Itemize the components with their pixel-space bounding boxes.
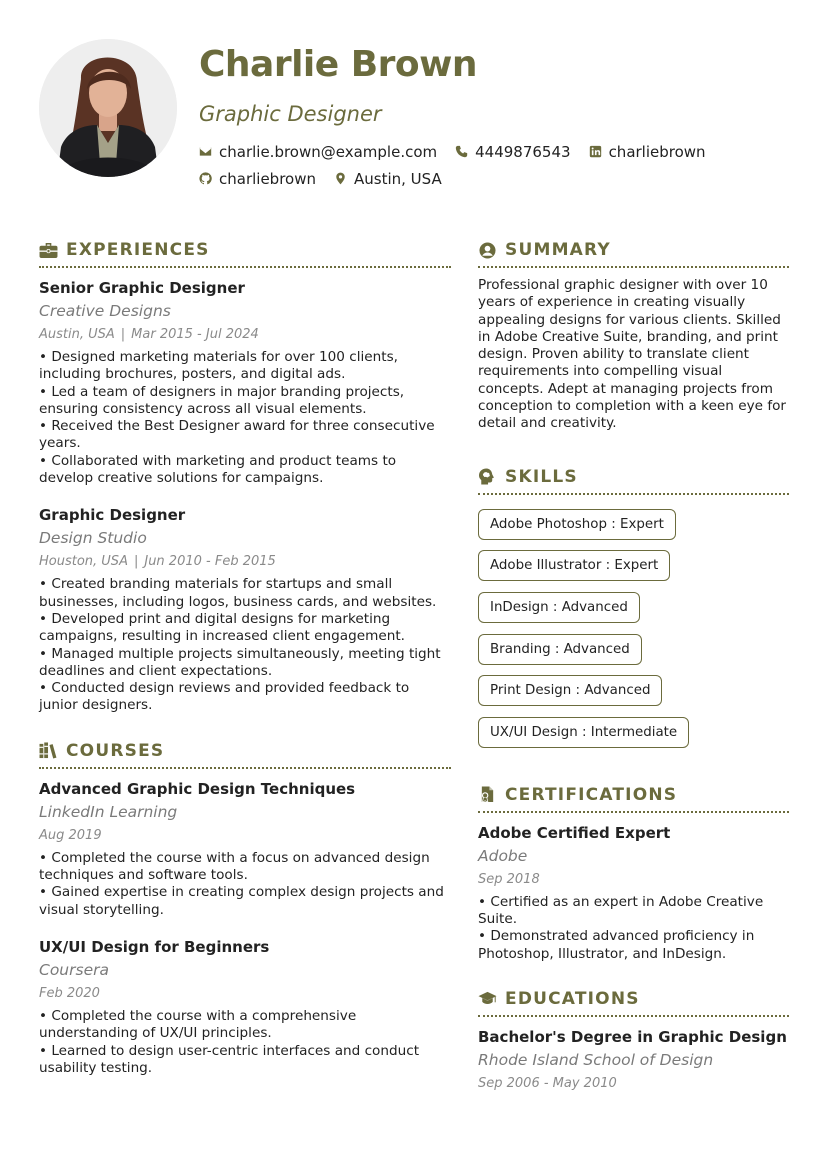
- bullet-item: • Learned to design user-centric interfaces and conduct usability testing.: [39, 1042, 420, 1076]
- brain-head-icon: [478, 468, 497, 485]
- candidate-name: Charlie Brown: [199, 44, 478, 85]
- experiences-section: [39, 236, 451, 715]
- job-meta: Houston, USA | Jun 2010 - Feb 2015: [39, 554, 276, 570]
- educations-section: [478, 985, 789, 1095]
- experience-entry: [39, 504, 451, 714]
- courses-section: [39, 737, 451, 1077]
- contact-linkedin[interactable]: [589, 143, 706, 161]
- experience-entry: [39, 277, 451, 487]
- bullet-item: • Collaborated with marketing and product teams to develop creative solutions for campaigns.: [39, 452, 397, 487]
- bullet-item: • Certified as an expert in Adobe Creative Suite.: [478, 893, 764, 928]
- bullet-item: • Conducted design reviews and provided feedback to junior designers.: [39, 680, 410, 714]
- course-date: Aug 2019: [39, 827, 102, 843]
- email-text: charlie.brown@example.com: [219, 142, 438, 161]
- course-bullets: [39, 850, 451, 919]
- course-provider: LinkedIn Learning: [39, 802, 178, 821]
- bullet-item: • Completed the course with a focus on advanced design techniques and software tools.: [39, 849, 430, 884]
- contact-info: [199, 138, 799, 192]
- contact-row: [199, 138, 799, 165]
- job-meta: Austin, USA | Mar 2015 - Jul 2024: [39, 327, 259, 342]
- educations-title: EDUCATIONS: [505, 988, 640, 1009]
- contact-location: [334, 170, 442, 188]
- certification-entry: [478, 822, 789, 963]
- certifications-title: CERTIFICATIONS: [505, 784, 678, 805]
- job-location: Austin, USA: [39, 327, 115, 342]
- right-column: [478, 236, 789, 1117]
- course-provider: Coursera: [39, 960, 109, 979]
- course-bullets: [39, 1008, 451, 1077]
- summary-section: [478, 236, 789, 433]
- company-name: Creative Designs: [39, 302, 171, 320]
- certifications-header: [478, 781, 789, 813]
- skill-tag: Print Design : Advanced: [478, 675, 662, 706]
- envelope-icon: [199, 145, 212, 158]
- certifications-section: [478, 781, 789, 963]
- profile-photo: [39, 39, 177, 177]
- courses-title: COURSES: [66, 740, 165, 761]
- job-bullets: [39, 576, 451, 714]
- course-title: UX/UI Design for Beginners: [39, 937, 270, 956]
- contact-github[interactable]: [199, 170, 316, 188]
- course-entry: [39, 778, 451, 919]
- phone-icon: [455, 145, 468, 158]
- skills-header: [478, 463, 789, 495]
- certification-date: Sep 2018: [478, 871, 540, 887]
- candidate-role: Graphic Designer: [199, 102, 382, 126]
- contact-phone[interactable]: [455, 143, 570, 161]
- skills-list: [478, 509, 789, 759]
- github-text: charliebrown: [219, 169, 316, 188]
- graduation-cap-icon: [478, 990, 497, 1007]
- experiences-header: [39, 236, 451, 268]
- bullet-item: • Demonstrated advanced proficiency in Photoshop, Illustrator, and InDesign.: [478, 928, 755, 962]
- location-pin-icon: [334, 172, 347, 185]
- summary-title: SUMMARY: [505, 240, 611, 260]
- job-title: Graphic Designer: [39, 506, 186, 525]
- bullet-item: • Received the Best Designer award for three consecutive years.: [39, 418, 435, 452]
- bullet-item: • Managed multiple projects simultaneously, meeting tight deadlines and client expectations.: [39, 645, 441, 679]
- bullet-item: • Created branding materials for startups and small businesses, including logos, business cards, and websites.: [39, 576, 437, 610]
- course-entry: [39, 936, 451, 1077]
- left-column: [39, 236, 451, 1099]
- course-date: Feb 2020: [39, 985, 100, 1001]
- job-dates: Jun 2010 - Feb 2015: [144, 554, 276, 570]
- contact-email[interactable]: [199, 143, 437, 161]
- bullet-item: • Gained expertise in creating complex design projects and visual storytelling.: [39, 884, 444, 918]
- github-icon: [199, 172, 212, 185]
- job-title: Senior Graphic Designer: [39, 279, 245, 297]
- skill-tag: InDesign : Advanced: [478, 592, 640, 623]
- bullet-item: • Designed marketing materials for over 100 clients, including brochures, posters, and digital ads.: [39, 349, 398, 383]
- job-location: Houston, USA: [39, 554, 128, 570]
- skill-tag: Adobe Photoshop : Expert: [478, 509, 676, 540]
- bullet-item: • Led a team of designers in major branding projects, ensuring consistency across all visual elements.: [39, 383, 405, 417]
- education-dates: Sep 2006 - May 2010: [478, 1075, 617, 1091]
- company-name: Design Studio: [39, 529, 147, 548]
- experiences-title: EXPERIENCES: [66, 240, 210, 260]
- linkedin-text: charliebrown: [608, 142, 706, 161]
- skill-tag: UX/UI Design : Intermediate: [478, 717, 689, 748]
- summary-header: [478, 236, 789, 268]
- certification-bullets: [478, 894, 789, 963]
- skill-tag: Branding : Advanced: [478, 634, 642, 665]
- job-dates: Mar 2015 - Jul 2024: [131, 327, 259, 342]
- course-title: Advanced Graphic Design Techniques: [39, 779, 356, 798]
- skill-tag: Adobe Illustrator : Expert: [478, 550, 670, 581]
- certification-title: Adobe Certified Expert: [478, 823, 671, 842]
- education-entry: [478, 1026, 789, 1095]
- summary-text: Professional graphic designer with over 10 years of experience in creating visually appealing designs for various clients. Skilled in Adobe Creative Suite, branding, and print design. Proven ability to translate client requirements into compelling visual concepts. Adept at managing projects from conception to completion with a keen eye for detail and creativity.: [478, 277, 787, 432]
- location-text: Austin, USA: [354, 169, 442, 188]
- briefcase-icon: [39, 242, 58, 259]
- skills-title: SKILLS: [505, 466, 578, 487]
- certificate-icon: [478, 786, 497, 803]
- school-name: Rhode Island School of Design: [478, 1050, 714, 1069]
- degree-title: Bachelor's Degree in Graphic Design: [478, 1027, 787, 1046]
- linkedin-icon: [589, 145, 602, 158]
- phone-text: 4449876543: [475, 142, 571, 161]
- courses-header: [39, 737, 451, 769]
- bullet-item: • Developed print and digital designs for marketing campaigns, resulting in increased client engagement.: [39, 610, 405, 645]
- contact-row: [199, 165, 799, 192]
- profile-photo-illustration: [39, 39, 177, 177]
- user-circle-icon: [478, 242, 497, 259]
- educations-header: [478, 985, 789, 1017]
- skills-section: [478, 463, 789, 759]
- bullet-item: • Completed the course with a comprehensive understanding of UX/UI principles.: [39, 1007, 357, 1042]
- certification-issuer: Adobe: [478, 846, 528, 865]
- job-bullets: [39, 349, 451, 487]
- books-icon: [39, 742, 58, 759]
